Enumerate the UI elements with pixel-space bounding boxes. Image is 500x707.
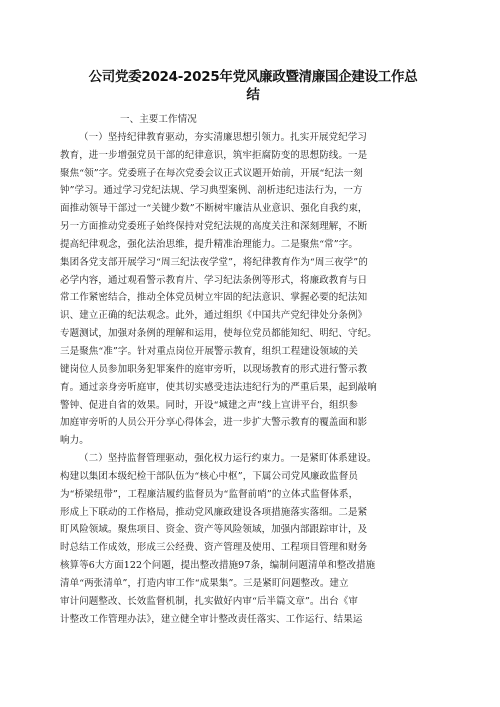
paragraph-line: 形成上下联动的工作格局，推动党风廉政建设各项措施落实落细。二是紧 [60,506,368,518]
paragraph-line: 钟”学习。通过学习党纪法规、学习典型案例、剖析违纪违法行为，一方 [60,185,363,197]
document-title [60,0,446,104]
paragraph-line: 另一方面推动党委班子始终保持对党纪法规的高度关注和深刻理解，不断 [60,221,368,233]
paragraph-line: 计整改工作管理办法》，建立健全审计整改责任落实、工作运行、结果运 [60,613,363,625]
paragraph-line: 清单“两张清单”，打造内审工作“成果集”。三是紧盯问题整改。建立 [60,577,349,589]
paragraph-line: 盯风险领域。聚焦项目、资金、资产等风险领域，加强内部跟踪审计，及 [60,524,368,536]
paragraph-line: （二）坚持监督管理驱动，强化权力运行约束力。一是紧盯体系建设。 [79,453,377,465]
paragraph-line: 构建以集团本级纪检干部队伍为“核心中枢”，下属公司党风廉政监督员 [60,470,358,482]
paragraph-line: 识、建立正确的纪法观念。此外，通过组织《中国共产党纪律处分条例》 [60,310,368,322]
document-body [60,111,446,628]
section-heading: 一、主要工作情况 [120,114,197,125]
paragraph-line: 聚焦“领”字。党委班子在每次党委会议正式议题开始前，开展“纪法一刻 [60,167,363,179]
paragraph-line: 核算等6大方面122个问题，提出整改措施97条，编制问题清单和整改措施 [60,560,376,572]
title-line-1: 公司党委2024-2025年党风廉政暨清廉国企建设工作总 [88,69,418,85]
paragraph-line: 常工作紧密结合，推动全体党员树立牢固的纪法意识、掌握必要的纪法知 [60,292,368,304]
paragraph-line: 键岗位人员参加职务犯罪案件的庭审旁听，以现场教育的形式进行警示教 [60,363,368,375]
paragraph-line: 加庭审旁听的人员公开分享心得体会，进一步扩大警示教育的覆盖面和影 [60,417,368,429]
title-line-2: 结 [246,87,260,103]
paragraph-line: 三是聚焦“准”字。针对重点岗位开展警示教育，组织工程建设领域的关 [60,345,358,357]
paragraph [60,450,446,628]
paragraph [60,129,446,450]
paragraph-line: 育。通过亲身旁听庭审，使其切实感受违法违纪行为的严重后果，起到敲响 [60,381,377,393]
paragraph-line: 集团各党支部开展学习“周三纪法夜学堂”，将纪律教育作为“周三夜学”的 [60,256,368,268]
paragraph-line: 教育，进一步增强党员干部的纪律意识，筑牢拒腐防变的思想防线。一是 [60,149,368,161]
paragraph-line: （一）坚持纪律教育驱动，夯实清廉思想引领力。扎实开展党纪学习 [79,131,368,143]
paragraph-line: 面推动领导干部过一“关键少数”不断树牢廉洁从业意识、强化自我约束， [60,203,368,215]
paragraph-line: 提高纪律观念，强化法治思维，提升精准治理能力。二是聚焦“常”字。 [60,238,358,250]
paragraph-line: 审计问题整改、长效监督机制，扎实做好内审“后半篇文章”。出台《审 [60,595,358,607]
paragraph-line: 时总结工作成效，形成三公经费、资产管理及使用、工程项目管理和财务 [60,542,368,554]
paragraph-line: 响力。 [60,435,89,447]
paragraph-line: 专题测试，加强对条例的理解和运用，使每位党员都能知纪、明纪、守纪。 [60,328,377,340]
paragraph-line: 必学内容，通过观看警示教育片、学习纪法条例等形式，将廉政教育与日 [60,274,368,286]
paragraph-line: 为“桥梁纽带”，工程廉洁履约监督员为“监督前哨”的立体式监督体系， [60,488,359,500]
paragraph-line: 警钟、促进自省的效果。同时，开设“城建之声”线上宣讲平台，组织参 [60,399,358,411]
paragraphs [60,129,446,629]
